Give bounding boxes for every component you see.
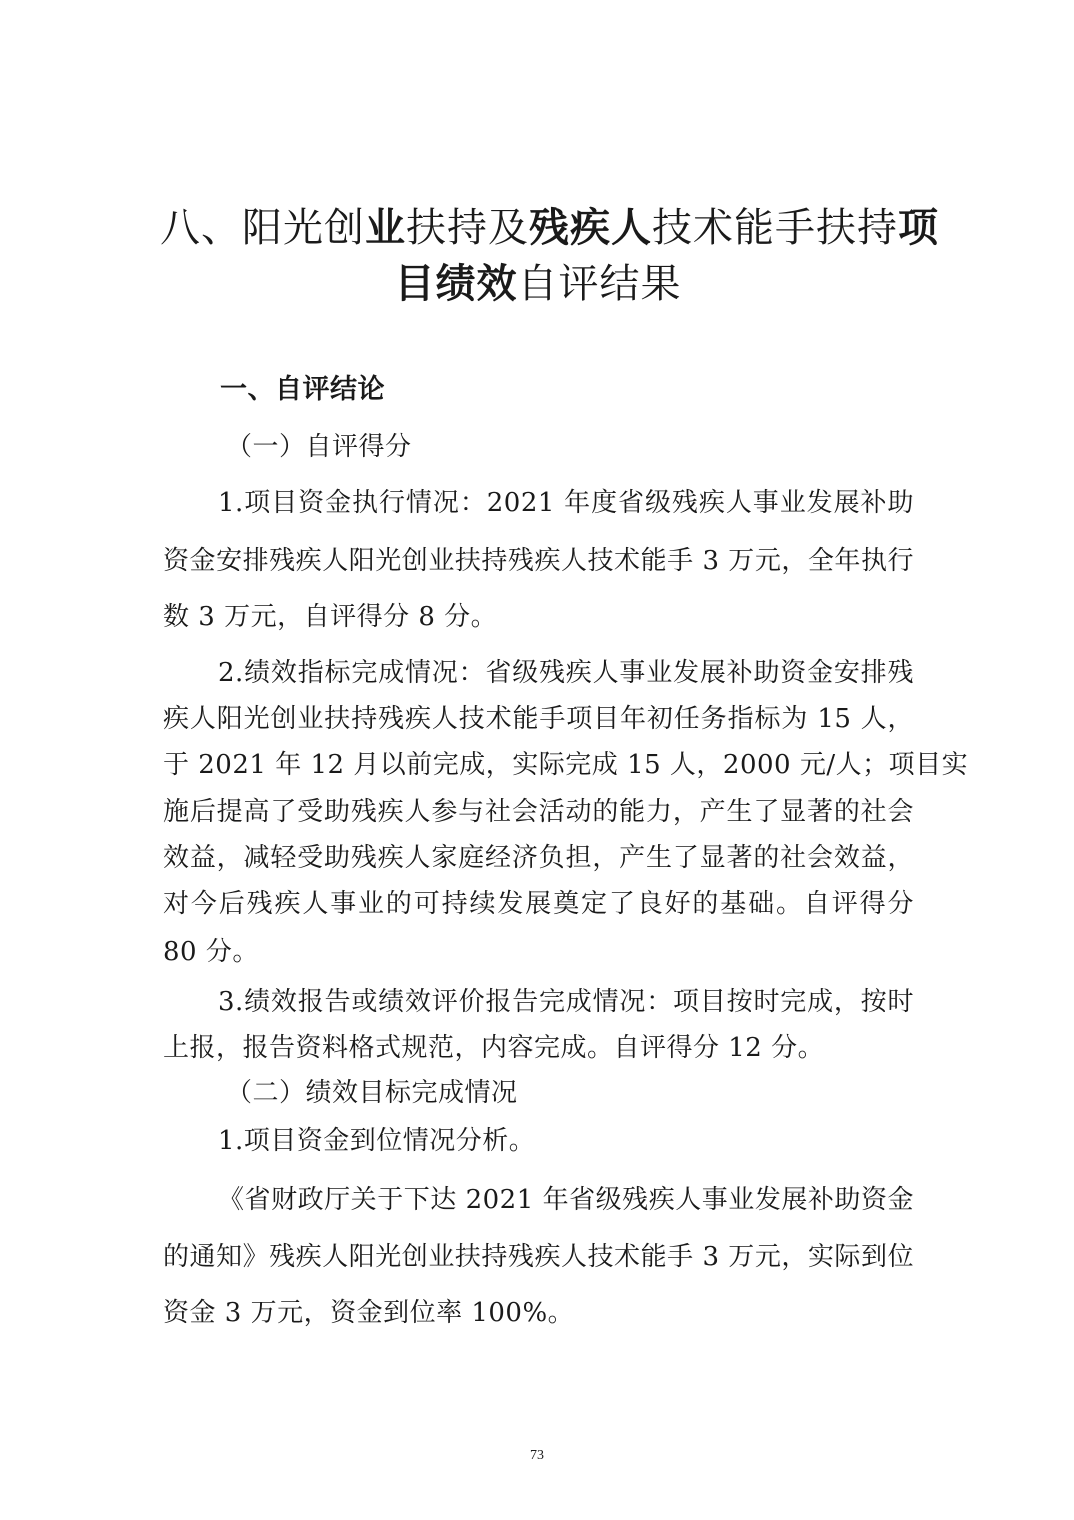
title-segment: 技术能手扶持 <box>652 205 898 251</box>
item2-line: 疾人阳光创业扶持残疾人技术能手项目年初任务指标为 15 人， <box>163 704 914 734</box>
title-segment: 自评结果 <box>517 261 682 307</box>
title-segment: 残疾人 <box>529 205 652 251</box>
item1-line: 1.项目资金执行情况：2021 年度省级残疾人事业发展补助 <box>218 488 914 518</box>
item2-line: 效益，减轻受助残疾人家庭经济负担，产生了显著的社会效益， <box>163 843 914 873</box>
subsection-heading-2: （二）绩效目标完成情况 <box>226 1078 518 1108</box>
item3-line: 上报，报告资料格式规范，内容完成。自评得分 12 分。 <box>163 1033 825 1063</box>
item2-line: 80 分。 <box>163 937 259 967</box>
section-heading: 一、自评结论 <box>220 374 385 405</box>
title-segment: 目绩效 <box>394 261 518 307</box>
item2-line: 于 2021 年 12 月以前完成，实际完成 15 人，2000 元/人；项目实 <box>163 750 969 780</box>
paragraph-line: 的通知》残疾人阳光创业扶持残疾人技术能手 3 万元，实际到位 <box>163 1242 914 1272</box>
item1-line: 数 3 万元，自评得分 8 分。 <box>163 602 498 632</box>
title-segment: 业 <box>365 205 406 251</box>
paragraph-line: 《省财政厅关于下达 2021 年省级残疾人事业发展补助资金 <box>218 1185 914 1215</box>
document-title-line-2 <box>160 256 916 312</box>
title-segment: 项 <box>898 205 939 251</box>
title-segment: 扶持及 <box>406 205 529 251</box>
item2-line: 2.绩效指标完成情况：省级残疾人事业发展补助资金安排残 <box>218 658 914 688</box>
item2-line: 对今后残疾人事业的可持续发展奠定了良好的基础。自评得分 <box>163 889 914 919</box>
item3-line: 3.绩效报告或绩效评价报告完成情况：项目按时完成，按时 <box>218 987 914 1017</box>
item2-line: 施后提高了受助残疾人参与社会活动的能力，产生了显著的社会 <box>163 797 914 827</box>
title-segment: 八、阳光创 <box>160 205 365 251</box>
item1-line: 资金安排残疾人阳光创业扶持残疾人技术能手 3 万元，全年执行 <box>163 546 914 576</box>
paragraph-line: 资金 3 万元，资金到位率 100%。 <box>163 1298 575 1328</box>
page-number: 73 <box>530 1448 544 1463</box>
item4-line: 1.项目资金到位情况分析。 <box>218 1126 536 1156</box>
document-title-line-1 <box>160 200 939 256</box>
subsection-heading-1: （一）自评得分 <box>226 432 412 462</box>
